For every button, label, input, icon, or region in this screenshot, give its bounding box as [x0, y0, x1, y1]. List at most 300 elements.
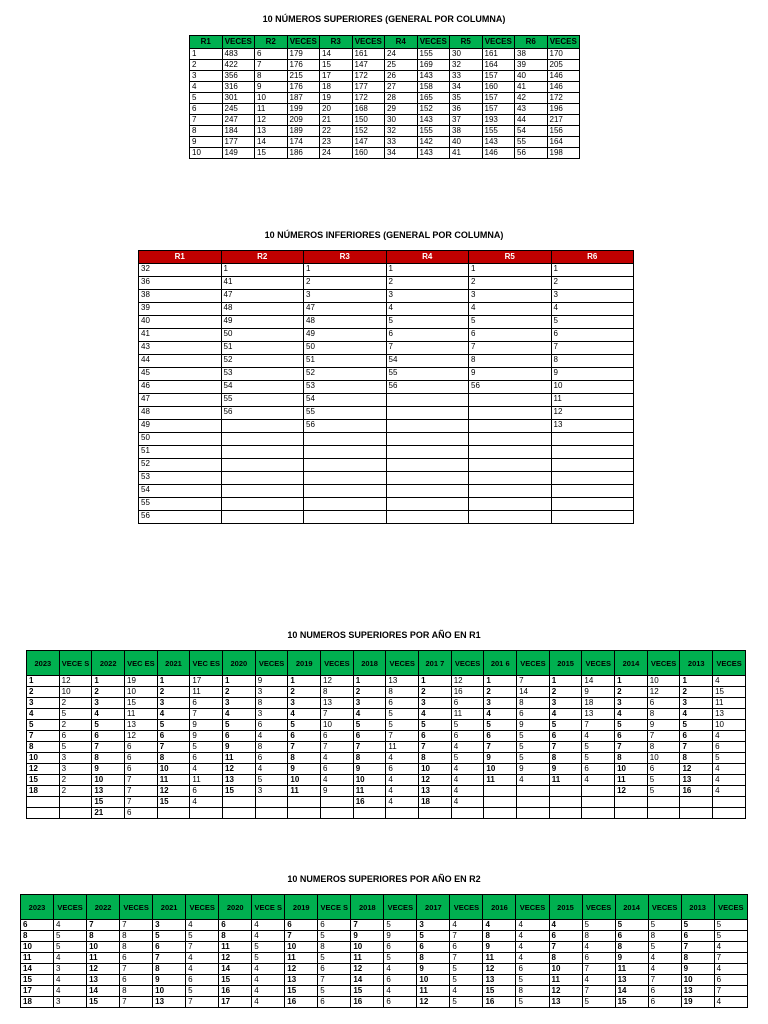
- table-cell: 4: [680, 709, 713, 720]
- table-cell: 3: [153, 920, 186, 931]
- table-cell: 14: [615, 986, 648, 997]
- table-cell: 4: [484, 709, 517, 720]
- table-cell: 5: [582, 997, 615, 1008]
- table-cell: 12: [255, 115, 288, 126]
- table-cell: 32: [139, 264, 222, 277]
- column-header: VECES: [450, 895, 483, 920]
- table-cell: 6: [120, 953, 153, 964]
- table-row: [139, 290, 634, 303]
- table-cell: 13: [551, 420, 634, 433]
- table-cell: 13: [223, 775, 256, 786]
- table-cell: 2: [353, 687, 386, 698]
- table-cell: 157: [482, 93, 515, 104]
- table-cell: 187: [287, 93, 320, 104]
- table-cell: 9: [223, 742, 256, 753]
- table-cell: 4: [386, 786, 419, 797]
- table-cell: 3: [190, 71, 223, 82]
- table-cell: 4: [54, 975, 87, 986]
- table-row: [139, 277, 634, 290]
- table-cell: 55: [139, 498, 222, 511]
- column-header: 2014: [615, 651, 648, 676]
- table-cell: 4: [288, 709, 321, 720]
- table-cell: 6: [451, 731, 484, 742]
- table-cell: 50: [304, 342, 387, 355]
- table-cell: 7: [27, 731, 60, 742]
- table-cell: 4: [252, 964, 285, 975]
- table-row: [27, 687, 746, 698]
- table-cell: 14: [517, 687, 550, 698]
- table-cell: [469, 485, 552, 498]
- table-cell: 2: [615, 687, 648, 698]
- column-header: R1: [190, 36, 223, 49]
- table-row: [139, 316, 634, 329]
- table-cell: 150: [352, 115, 385, 126]
- table-cell: 9: [484, 753, 517, 764]
- table-cell: 5: [648, 920, 681, 931]
- column-header: 2015: [549, 651, 582, 676]
- table-cell: 13: [125, 720, 158, 731]
- table-cell: 6: [321, 764, 354, 775]
- table-cell: 18: [320, 82, 353, 93]
- table-cell: 10: [27, 753, 60, 764]
- table-cell: 38: [139, 290, 222, 303]
- table-cell: 11: [285, 953, 318, 964]
- table-cell: 4: [713, 676, 746, 687]
- table-cell: 4: [92, 709, 125, 720]
- column-header: 2013: [681, 895, 714, 920]
- table-cell: 7: [647, 731, 680, 742]
- table-row: [139, 420, 634, 433]
- table-cell: 6: [125, 742, 158, 753]
- table-cell: 14: [255, 137, 288, 148]
- table-cell: 5: [516, 975, 549, 986]
- table-cell: 4: [54, 953, 87, 964]
- table-cell: 7: [582, 720, 615, 731]
- table-cell: 48: [139, 407, 222, 420]
- table-cell: 8: [647, 709, 680, 720]
- table-cell: 7: [321, 709, 354, 720]
- table-cell: [223, 797, 256, 808]
- table-cell: 5: [451, 753, 484, 764]
- column-header: VECES: [714, 895, 747, 920]
- table-cell: 4: [549, 709, 582, 720]
- table-row: [27, 709, 746, 720]
- table-cell: 36: [139, 277, 222, 290]
- table-cell: 36: [450, 104, 483, 115]
- table-cell: 158: [417, 82, 450, 93]
- table-cell: 6: [450, 942, 483, 953]
- table-cell: 6: [59, 731, 92, 742]
- table-cell: 5: [714, 920, 747, 931]
- table-cell: 12: [223, 764, 256, 775]
- table-cell: 19: [320, 93, 353, 104]
- column-header: 2023: [27, 651, 60, 676]
- column-header: VECES: [417, 36, 450, 49]
- table-cell: 8: [417, 953, 450, 964]
- table-cell: 6: [681, 931, 714, 942]
- table-cell: [386, 498, 469, 511]
- table-cell: 51: [304, 355, 387, 368]
- table-cell: 12: [59, 676, 92, 687]
- table-cell: 11: [219, 942, 252, 953]
- table-cell: 16: [353, 797, 386, 808]
- table-cell: 8: [615, 753, 648, 764]
- table-cell: 5: [288, 720, 321, 731]
- table-cell: [517, 808, 550, 819]
- table-cell: 245: [222, 104, 255, 115]
- table-cell: 52: [221, 355, 304, 368]
- table-cell: [386, 808, 419, 819]
- table-cell: 30: [385, 115, 418, 126]
- table-cell: 10: [681, 975, 714, 986]
- table-cell: 10: [351, 942, 384, 953]
- table-cell: [221, 472, 304, 485]
- table-cell: 11: [549, 775, 582, 786]
- table-cell: [321, 797, 354, 808]
- table-row: [27, 731, 746, 742]
- table-cell: 5: [647, 775, 680, 786]
- table-cell: 7: [714, 986, 747, 997]
- table-cell: 6: [318, 997, 351, 1008]
- table-cell: 4: [451, 764, 484, 775]
- table-cell: 9: [351, 931, 384, 942]
- table-cell: 4: [451, 742, 484, 753]
- table-cell: 184: [222, 126, 255, 137]
- table-cell: 3: [54, 997, 87, 1008]
- table-cell: [386, 459, 469, 472]
- table-cell: 15: [483, 986, 516, 997]
- column-header: R4: [386, 251, 469, 264]
- table-cell: [304, 485, 387, 498]
- table-cell: 169: [417, 60, 450, 71]
- table-cell: 16: [219, 986, 252, 997]
- table-row: [27, 808, 746, 819]
- table-cell: 11: [288, 786, 321, 797]
- table-cell: 157: [482, 71, 515, 82]
- table-cell: 7: [615, 742, 648, 753]
- table-cell: 40: [450, 137, 483, 148]
- table-cell: 10: [87, 942, 120, 953]
- table-cell: 6: [648, 997, 681, 1008]
- table-cell: 9: [582, 687, 615, 698]
- table-cell: 7: [680, 742, 713, 753]
- table-cell: 15: [21, 975, 54, 986]
- column-header: VECES: [516, 895, 549, 920]
- table-cell: 17: [190, 676, 223, 687]
- table-cell: 1: [353, 676, 386, 687]
- table-cell: 215: [287, 71, 320, 82]
- yearly-r2-table: [20, 894, 748, 1008]
- table-cell: [221, 511, 304, 524]
- table-cell: 168: [352, 104, 385, 115]
- table-cell: [288, 808, 321, 819]
- table-cell: 8: [549, 953, 582, 964]
- table-cell: 155: [482, 126, 515, 137]
- table-cell: 6: [120, 975, 153, 986]
- table-cell: 10: [157, 764, 190, 775]
- table-cell: 4: [469, 303, 552, 316]
- table-cell: 4: [54, 920, 87, 931]
- column-header: 201 7: [419, 651, 452, 676]
- table-cell: 47: [304, 303, 387, 316]
- table-cell: 2: [59, 775, 92, 786]
- table-cell: 4: [386, 753, 419, 764]
- table-cell: 2: [484, 687, 517, 698]
- table-cell: 10: [321, 720, 354, 731]
- table-cell: 6: [551, 329, 634, 342]
- table-cell: 5: [223, 720, 256, 731]
- table-cell: 4: [255, 764, 288, 775]
- table-cell: 12: [615, 786, 648, 797]
- table-cell: 6: [255, 720, 288, 731]
- table-cell: 247: [222, 115, 255, 126]
- table-cell: [353, 808, 386, 819]
- table-cell: 11: [190, 775, 223, 786]
- table-cell: [713, 797, 746, 808]
- table-cell: 172: [547, 93, 580, 104]
- table-cell: 5: [186, 931, 219, 942]
- table-cell: 2: [92, 687, 125, 698]
- header-row: [139, 251, 634, 264]
- table-cell: 6: [582, 953, 615, 964]
- table-cell: [517, 786, 550, 797]
- table-cell: 8: [680, 753, 713, 764]
- table-cell: 4: [386, 303, 469, 316]
- column-header: 2022: [92, 651, 125, 676]
- table-cell: 15: [125, 698, 158, 709]
- table-cell: 7: [714, 953, 747, 964]
- table-cell: 7: [582, 986, 615, 997]
- table-cell: 48: [221, 303, 304, 316]
- table-cell: 13: [713, 709, 746, 720]
- table-cell: 6: [92, 731, 125, 742]
- column-header: 2019: [285, 895, 318, 920]
- column-header: VECES: [547, 36, 580, 49]
- table-cell: 6: [318, 964, 351, 975]
- column-header: VECES: [120, 895, 153, 920]
- table-cell: 8: [120, 986, 153, 997]
- table-cell: 3: [59, 764, 92, 775]
- table-cell: 2: [190, 60, 223, 71]
- table-cell: 7: [120, 997, 153, 1008]
- table-cell: 8: [386, 687, 419, 698]
- table-cell: 3: [223, 698, 256, 709]
- table-cell: 152: [352, 126, 385, 137]
- table-cell: [469, 498, 552, 511]
- table-cell: 6: [223, 731, 256, 742]
- table-cell: 54: [515, 126, 548, 137]
- column-header: R3: [304, 251, 387, 264]
- table-cell: 41: [139, 329, 222, 342]
- table-cell: 8: [582, 931, 615, 942]
- table-cell: 11: [21, 953, 54, 964]
- table-cell: 16: [285, 997, 318, 1008]
- table-cell: 9: [551, 368, 634, 381]
- column-header: VECES: [451, 651, 484, 676]
- table-row: [21, 942, 748, 953]
- table-cell: 56: [515, 148, 548, 159]
- table-cell: 15: [157, 797, 190, 808]
- table-cell: 5: [551, 316, 634, 329]
- table-cell: 4: [615, 709, 648, 720]
- table-cell: 1: [157, 676, 190, 687]
- table-cell: [517, 797, 550, 808]
- table-cell: [304, 511, 387, 524]
- table-cell: 189: [287, 126, 320, 137]
- table-cell: 6: [255, 49, 288, 60]
- table-row: [139, 329, 634, 342]
- table-cell: 146: [482, 148, 515, 159]
- table-cell: 34: [450, 82, 483, 93]
- table-cell: 46: [139, 381, 222, 394]
- table-cell: 5: [517, 731, 550, 742]
- table-cell: 6: [647, 698, 680, 709]
- table-cell: 5: [647, 786, 680, 797]
- table-cell: 6: [157, 731, 190, 742]
- table-row: [190, 115, 580, 126]
- table-cell: 14: [320, 49, 353, 60]
- table-cell: 55: [386, 368, 469, 381]
- table-cell: 8: [27, 742, 60, 753]
- table-cell: 6: [516, 964, 549, 975]
- table-cell: 13: [92, 786, 125, 797]
- table-cell: 6: [386, 764, 419, 775]
- table-cell: 170: [547, 49, 580, 60]
- table-cell: 4: [549, 920, 582, 931]
- table-cell: [484, 808, 517, 819]
- table-cell: 4: [386, 775, 419, 786]
- table-cell: [615, 808, 648, 819]
- table-cell: 9: [483, 942, 516, 953]
- table-cell: 9: [469, 368, 552, 381]
- table-cell: 10: [190, 148, 223, 159]
- table-cell: 4: [713, 775, 746, 786]
- table-cell: 11: [157, 775, 190, 786]
- table-cell: 6: [219, 920, 252, 931]
- table-cell: 4: [451, 786, 484, 797]
- table-cell: 7: [517, 676, 550, 687]
- table-cell: 24: [320, 148, 353, 159]
- table-cell: 7: [469, 342, 552, 355]
- table-cell: 7: [353, 742, 386, 753]
- table-cell: 44: [515, 115, 548, 126]
- table-row: [21, 953, 748, 964]
- table-cell: 11: [255, 104, 288, 115]
- table-cell: 1: [680, 676, 713, 687]
- table-cell: 52: [304, 368, 387, 381]
- table-cell: 20: [320, 104, 353, 115]
- table-cell: 4: [190, 764, 223, 775]
- table-cell: 161: [352, 49, 385, 60]
- table-cell: 51: [221, 342, 304, 355]
- table-cell: 11: [223, 753, 256, 764]
- table-cell: [484, 786, 517, 797]
- table-cell: 13: [680, 775, 713, 786]
- table-cell: 5: [582, 753, 615, 764]
- table-cell: [615, 797, 648, 808]
- table-cell: 8: [615, 942, 648, 953]
- table-cell: 4: [384, 964, 417, 975]
- table-cell: 12: [680, 764, 713, 775]
- table-cell: 9: [255, 676, 288, 687]
- table-cell: 14: [21, 964, 54, 975]
- table-cell: 3: [27, 698, 60, 709]
- table-cell: 422: [222, 60, 255, 71]
- table-row: [139, 394, 634, 407]
- table-cell: 143: [417, 71, 450, 82]
- table-cell: 13: [615, 975, 648, 986]
- column-header: VECES: [222, 36, 255, 49]
- table-cell: 1: [469, 264, 552, 277]
- table-row: [27, 764, 746, 775]
- table-cell: 8: [120, 942, 153, 953]
- table-cell: 7: [87, 920, 120, 931]
- table-cell: 4: [516, 920, 549, 931]
- table-cell: 35: [450, 93, 483, 104]
- table-cell: 12: [647, 687, 680, 698]
- table-cell: 54: [304, 394, 387, 407]
- table-cell: 9: [190, 731, 223, 742]
- table-row: [139, 355, 634, 368]
- table-cell: [582, 786, 615, 797]
- table-cell: 146: [547, 71, 580, 82]
- column-header: VECES: [255, 651, 288, 676]
- table-cell: [27, 808, 60, 819]
- table-cell: [27, 797, 60, 808]
- table-cell: 2: [157, 687, 190, 698]
- column-header: 2013: [680, 651, 713, 676]
- table-cell: 4: [516, 942, 549, 953]
- column-header: VECES: [386, 651, 419, 676]
- table-cell: 7: [549, 742, 582, 753]
- table-cell: 2: [680, 687, 713, 698]
- table-cell: 6: [190, 104, 223, 115]
- table-cell: 4: [582, 731, 615, 742]
- table-cell: 152: [417, 104, 450, 115]
- table-cell: [386, 446, 469, 459]
- table-cell: [469, 511, 552, 524]
- table-row: [27, 775, 746, 786]
- column-header: R5: [469, 251, 552, 264]
- table-cell: 4: [54, 986, 87, 997]
- table-cell: [304, 446, 387, 459]
- column-header: VECES: [287, 36, 320, 49]
- table-cell: 12: [219, 953, 252, 964]
- table-cell: 17: [21, 986, 54, 997]
- table-cell: 38: [515, 49, 548, 60]
- column-header: R1: [139, 251, 222, 264]
- table-cell: 10: [285, 942, 318, 953]
- table-cell: 15: [87, 997, 120, 1008]
- table-cell: 1: [615, 676, 648, 687]
- table-cell: 9: [417, 964, 450, 975]
- table-cell: 1: [551, 264, 634, 277]
- table-cell: 4: [648, 964, 681, 975]
- table-cell: 177: [222, 137, 255, 148]
- table-cell: 15: [27, 775, 60, 786]
- table-cell: 5: [54, 931, 87, 942]
- table-cell: 3: [255, 687, 288, 698]
- table-cell: [551, 472, 634, 485]
- table-cell: 6: [517, 709, 550, 720]
- table-cell: 7: [351, 920, 384, 931]
- table-cell: 6: [186, 975, 219, 986]
- table-cell: 147: [352, 60, 385, 71]
- table-cell: 8: [219, 931, 252, 942]
- table-cell: 9: [615, 953, 648, 964]
- column-header: 2018: [353, 651, 386, 676]
- table-cell: 14: [219, 964, 252, 975]
